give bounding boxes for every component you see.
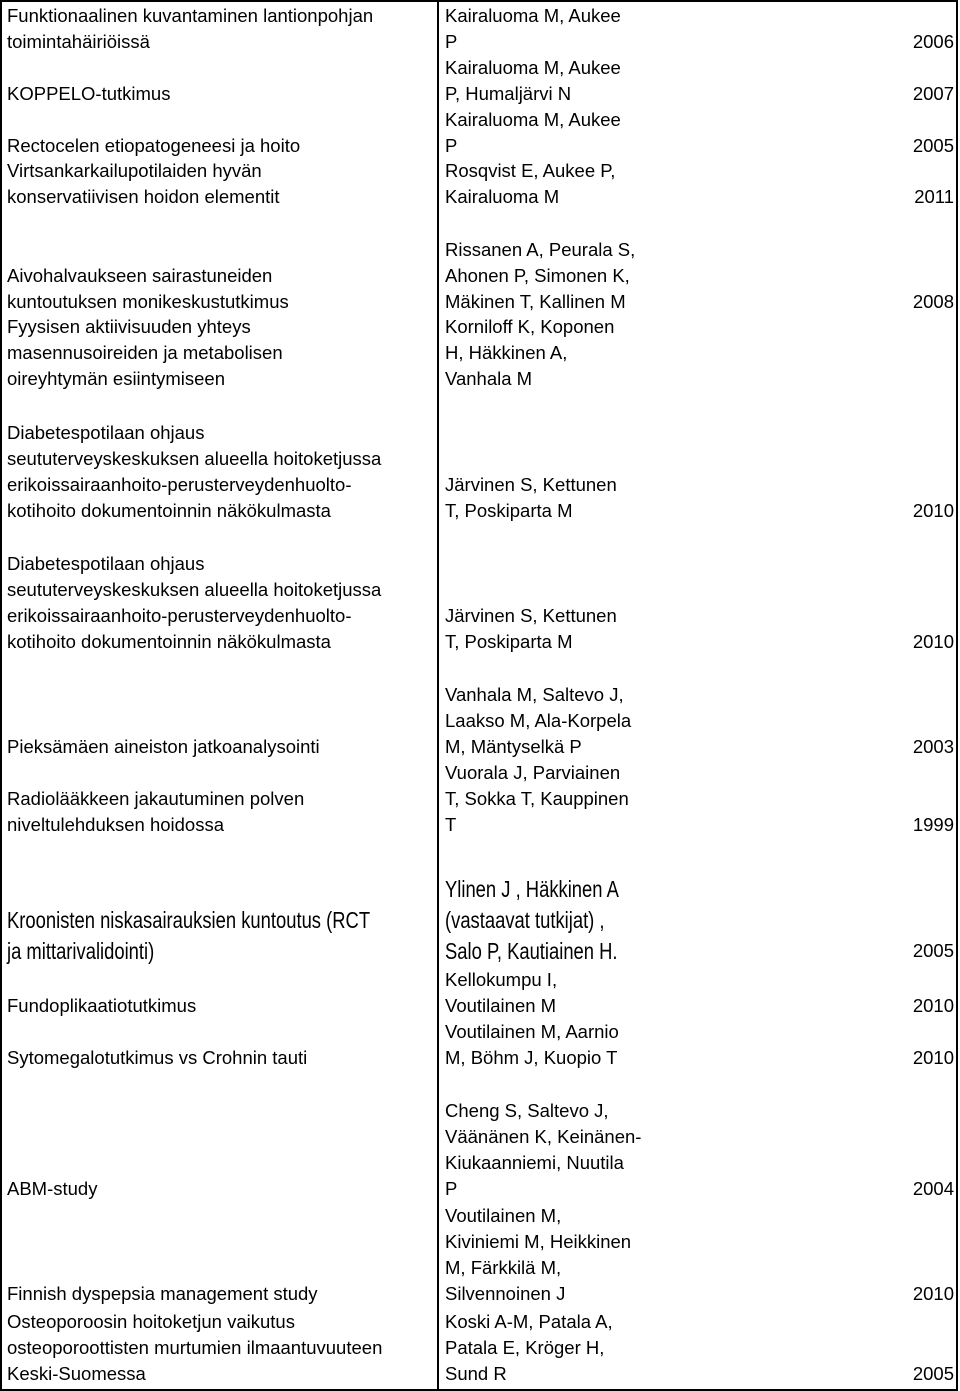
project-title: Kroonisten niskasairauksien kuntoutus (RCT ja mittarivalidointi) [7,907,371,964]
project-title: Radiolääkkeen jakautuminen polven niveltulehduksen hoidossa [7,788,305,835]
project-year: 2005 [912,940,954,961]
project-year: 2010 [912,995,954,1016]
project-year: 2010 [912,631,954,652]
project-title: Finnish dyspepsia management study [7,1283,318,1304]
column-divider [437,0,439,1391]
project-year: 2005 [912,135,954,156]
project-year: 2010 [912,1047,954,1068]
project-title: Rectocelen etiopatogeneesi ja hoito [7,135,301,156]
project-year: 2011 [914,186,954,207]
project-authors: Voutilainen M, Aarnio M, Böhm J, Kuopio T [445,1021,619,1068]
project-authors: Cheng S, Saltevo J, Väänänen K, Keinänen- Kiukaanniemi, Nuutila P [445,1100,642,1199]
project-authors: Vuorala J, Parviainen T, Sokka T, Kauppinen T [445,762,629,835]
project-title: Sytomegalotutkimus vs Crohnin tauti [7,1047,308,1068]
project-authors: Korniloff K, Koponen H, Häkkinen A, Vanhala M [445,316,615,389]
project-year: 2004 [912,1178,954,1199]
table-border-right [956,0,958,1391]
project-title: Fyysisen aktiivisuuden yhteys masennusoireiden ja metabolisen oireyhtymän esiintymiseen [7,316,283,389]
project-authors: Ylinen J , Häkkinen A (vastaavat tutkijat) , Salo P, Kautiainen H. [445,876,619,964]
project-year: 2007 [912,83,954,104]
project-title: ABM-study [7,1178,98,1199]
project-title: Fundoplikaatiotutkimus [7,995,197,1016]
project-authors: Rissanen A, Peurala S, Ahonen P, Simonen K, Mäkinen T, Kallinen M [445,239,636,312]
project-title: Aivohalvaukseen sairastuneiden kuntoutuksen monikeskustutkimus [7,265,289,312]
project-year: 1999 [912,814,954,835]
project-authors: Koski A-M, Patala A, Patala E, Kröger H, Sund R [445,1311,613,1384]
project-authors: Kairaluoma M, Aukee P, Humaljärvi N [445,57,621,104]
table-border-top [0,0,958,2]
project-title: Osteoporoosin hoitoketjun vaikutus osteoporoottisten murtumien ilmaantuvuuteen Keski-Suomessa [7,1311,383,1384]
project-authors: Vanhala M, Saltevo J, Laakso M, Ala-Korpela M, Mäntyselkä P [445,684,632,757]
project-title: Diabetespotilaan ohjaus seututerveyskeskuksen alueella hoitoketjussa erikoissairaanhoito-perusterveydenhuolto- kotihoito dokumentoinnin näkökulmasta [7,553,382,652]
table-border-left [0,0,2,1391]
project-authors: Voutilainen M, Kiviniemi M, Heikkinen M, Färkkilä M, Silvennoinen J [445,1205,632,1304]
project-title: Virtsankarkailupotilaiden hyvän konservatiivisen hoidon elementit [7,160,280,207]
project-authors: Kairaluoma M, Aukee P [445,109,621,156]
project-title: Diabetespotilaan ohjaus seututerveyskeskuksen alueella hoitoketjussa erikoissairaanhoito-perusterveydenhuolto- kotihoito dokumentoinnin näkökulmasta [7,422,382,521]
project-year: 2010 [912,1283,954,1304]
project-title: Pieksämäen aineiston jatkoanalysointi [7,736,320,757]
project-title: Funktionaalinen kuvantaminen lantionpohjan toimintahäiriöissä [7,5,374,52]
project-year: 2010 [912,500,954,521]
project-authors: Järvinen S, Kettunen T, Poskiparta M [445,605,617,652]
project-year: 2003 [912,736,954,757]
project-authors: Järvinen S, Kettunen T, Poskiparta M [445,474,617,521]
project-year: 2005 [912,1363,954,1384]
project-year: 2008 [912,291,954,312]
project-authors: Kellokumpu I, Voutilainen M [445,969,558,1016]
project-title: KOPPELO-tutkimus [7,83,171,104]
project-authors: Rosqvist E, Aukee P, Kairaluoma M [445,160,616,207]
project-year: 2006 [912,31,954,52]
project-authors: Kairaluoma M, Aukee P [445,5,621,52]
